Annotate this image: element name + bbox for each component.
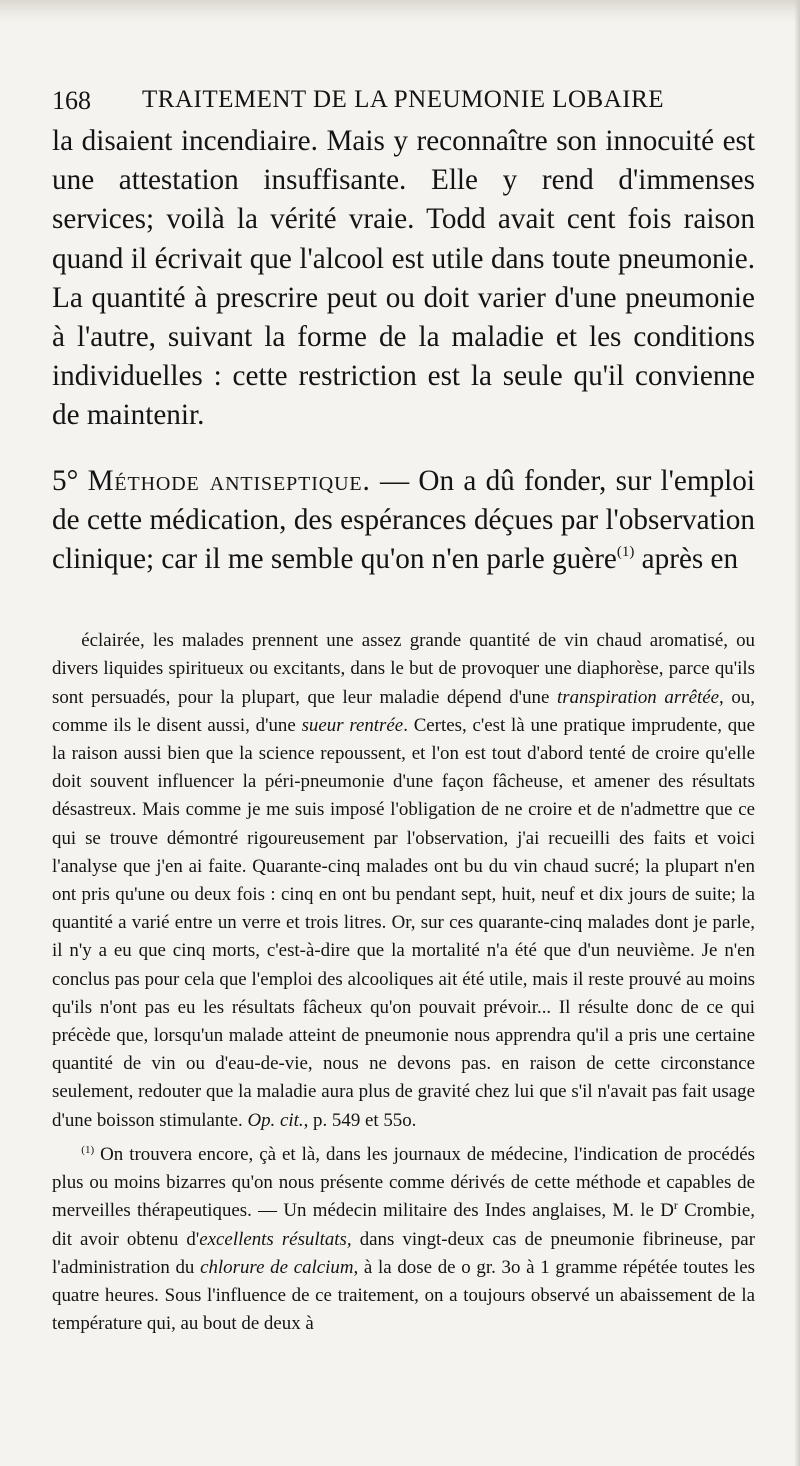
scan-shadow-right <box>794 0 800 1466</box>
fn-text-run: , ou, comme ils le disent aussi, d'une <box>52 686 755 736</box>
doctor-abbrev-superscript: r <box>673 1198 678 1213</box>
section-number: 5° <box>52 464 79 497</box>
page-number: 168 <box>52 86 91 115</box>
fn-citation: Op. cit. <box>247 1109 304 1131</box>
fn-italic-run: chlorure de calcium, <box>200 1256 359 1278</box>
fn-text-run: On trouvera encore, çà et là, dans les journaux de médecine, l'indication de procédés plus ou moins bizarres qu'on nous présente comme dérivés de cette méthode et capables de merveilles thérapeutiques. — Un médecin militaire des Indes anglaises, M. le D <box>52 1143 755 1222</box>
fn-text-run: Crombie, dit avoir obtenu d' <box>52 1200 755 1250</box>
fn-text-run: . Certes, c'est là une pratique imprudente, que la raison aussi bien que la science repoussent, et l'on est tout d'abord tenté de croire qu'elle doit souvent influencer la péri-pneumonie d'une façon fâcheuse, et amener des résultats désastreux. Mais comme je me suis imposé l'obligation de ne croire et de n'admettre que ce qui se trouve démontré rigoureusement par l'observation, j'ai recueilli des faits et voici l'analyse que j'en ai faite. Quarante-cinq malades ont bu du vin chaud sucré; la plupart n'en ont pris qu'une ou deux fois : cinq en ont bu pendant sept, huit, neuf et dix jours de suite; la quantité a varié entre un verre et trois litres. Or, sur ces quarante-cinq malades dont je parle, il n'y a eu que cinq morts, c'est-à-dire que la mortalité n'a été que d'un neuvième. Je n'en conclus pas pour cela que l'emploi des alcooliques ait été utile, mais il reste prouvé au moins qu'ils n'ont pas eu les résultats fâcheux qu'on pouvait prévoir... Il résulte donc de ce qui précède que, lorsqu'un malade atteint de pneumonie nous apprendra qu'il a pris une certaine quantité de vin ou d'eau-de-vie, nous ne devons pas. en raison de cette circonstance seulement, redouter que la maladie aura plus de gravité chez lui que s'il n'avait pas fait usage d'une boisson stimulante. <box>52 714 755 1131</box>
body-paragraph-2 <box>52 462 755 580</box>
running-head <box>52 86 755 126</box>
body-paragraph-1: la disaient incendiaire. Mais y reconnaître son innocuité est une attestation insuffisante. Elle y rend d'immenses services; voilà la vérité vraie. Todd avait cent fois raison quand il écrivait que l'alcool est utile dans toute pneumonie. La quantité à prescrire peut ou doit varier d'une pneumonie à l'autre, suivant la forme de la maladie et les conditions individuelles : cette restriction est la seule qu'il convienne de maintenir. <box>52 125 755 432</box>
book-page <box>52 86 755 1338</box>
footnote-marker: (1) <box>81 1143 95 1156</box>
footnotes <box>52 627 755 1338</box>
paragraph-2-lead: — On a dû fonder, sur l'emploi de cette médication, des espérances déçues par l'observation clinique; car il me semble qu'on n'en parle guère <box>52 464 755 576</box>
footnote-continued <box>52 627 755 1135</box>
scan-shadow-top <box>0 0 800 22</box>
fn-italic-run: sueur rentrée <box>301 714 404 736</box>
footnote-reference: (1) <box>616 544 635 561</box>
fn-text-run: à la dose de o gr. 3o à 1 gramme répétée toutes les quatre heures. Sous l'influence de ce traitement, on a toujours observé un abaissement de la température qui, au bout de deux à <box>52 1256 755 1335</box>
fn-italic-run: excellents résultats, <box>199 1228 352 1250</box>
fn-italic-run: transpiration arrêtée <box>557 686 719 708</box>
paragraph-2-tail: après en <box>634 543 739 576</box>
fn-text-run: dans vingt-deux cas de pneumonie fibrineuse, par l'administration du <box>52 1228 755 1278</box>
fn-text-run: éclairée, les malades prennent une assez grande quantité de vin chaud aromatisé, ou divers liquides spiritueux ou excitants, dans le but de provoquer une diaphorèse, parce qu'ils sont persuadés, pour la plupart, que leur maladie dépend d'une <box>52 630 755 708</box>
section-heading: Méthode antiseptique. <box>87 464 371 497</box>
running-title: TRAITEMENT DE LA PNEUMONIE LOBAIRE <box>142 86 665 113</box>
fn-text-run: , p. 549 et 55o. <box>303 1109 417 1131</box>
section-gap <box>52 436 755 462</box>
footnote-1 <box>52 1141 755 1338</box>
